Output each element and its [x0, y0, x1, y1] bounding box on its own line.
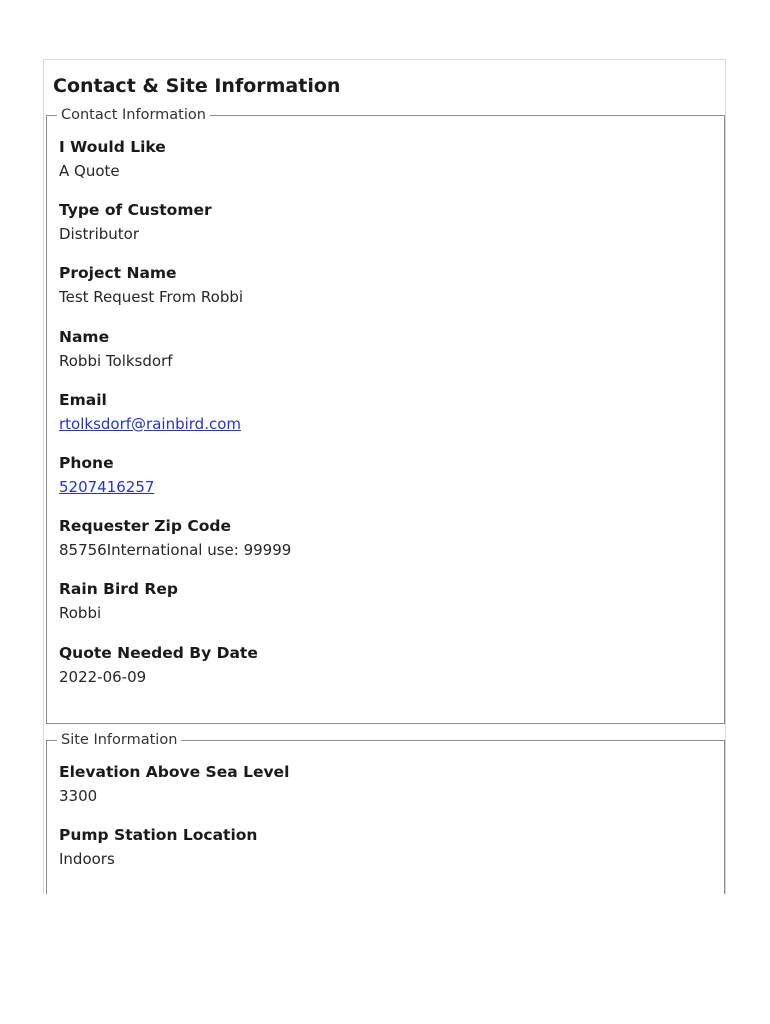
field-value: Test Request From Robbi — [59, 288, 244, 307]
field-project-name — [59, 264, 724, 327]
field-value: 85756International use: 99999 — [59, 541, 292, 560]
field-quote-needed-by-date — [59, 644, 724, 707]
field-value: A Quote — [59, 162, 120, 180]
field-label: Pump Station Location — [59, 826, 258, 845]
contact-information-legend: Contact Information — [61, 107, 206, 123]
field-value: Distributor — [59, 225, 140, 244]
page-title: Contact & Site Information — [53, 75, 341, 97]
field-name — [59, 328, 724, 391]
field-value: 2022-06-09 — [59, 667, 147, 686]
field-value: Robbi — [59, 604, 102, 623]
field-elevation-above-sea-level — [59, 763, 724, 826]
contact-information-group — [46, 107, 725, 724]
field-label: Phone — [59, 453, 114, 472]
site-information-group — [46, 732, 725, 894]
email-link[interactable]: rtolksdorf@rainbird.com — [59, 414, 241, 433]
field-type-of-customer — [59, 201, 724, 264]
field-value: 3300 — [59, 787, 98, 805]
field-value: Robbi Tolksdorf — [59, 351, 173, 370]
field-label: I Would Like — [59, 138, 166, 156]
field-rain-bird-rep — [59, 580, 724, 643]
field-phone — [59, 454, 724, 517]
field-label: Rain Bird Rep — [59, 580, 178, 599]
form-summary-panel — [43, 59, 726, 894]
field-label: Quote Needed By Date — [59, 643, 258, 662]
field-label: Elevation Above Sea Level — [59, 763, 290, 781]
field-label: Requester Zip Code — [59, 517, 231, 536]
field-email — [59, 391, 724, 454]
field-pump-station-location — [59, 826, 724, 889]
field-requester-zip-code — [59, 517, 724, 580]
field-value: Indoors — [59, 850, 115, 869]
field-label: Name — [59, 327, 110, 346]
field-label: Type of Customer — [59, 201, 212, 220]
field-label: Project Name — [59, 264, 177, 283]
field-label: Email — [59, 390, 107, 409]
field-i-would-like — [59, 138, 724, 201]
site-information-legend: Site Information — [61, 732, 178, 748]
phone-link[interactable]: 5207416257 — [59, 477, 155, 496]
